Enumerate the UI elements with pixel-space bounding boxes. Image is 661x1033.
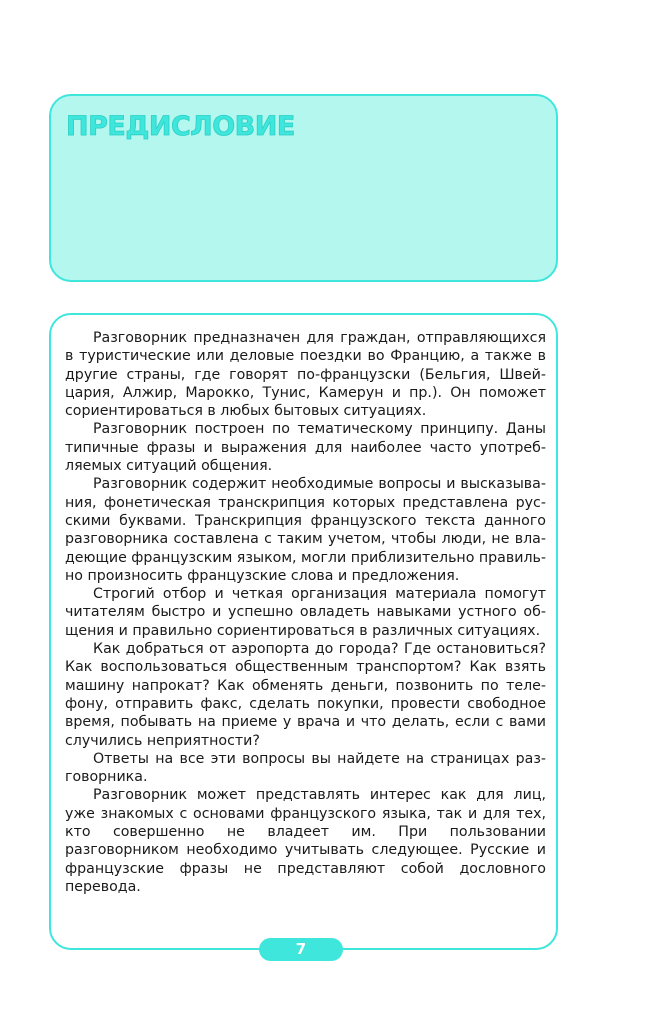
paragraph: Разговорник содержит необходимые вопросы и высказывания, фонетическая транскрипция которых представлена русскими буквами. Транскрипция французского текста данного разговорника составлена с таким учетом, чтобы люди, не владеющие французским языком, могли приблизительно правильно произносить французские слова и предложения. [65, 476, 547, 584]
body-text [65, 329, 546, 896]
page-number: 7 [259, 938, 343, 961]
paragraph: Как добраться от аэропорта до города? Где остановиться? Как воспользоваться общественным транспортом? Как взять машину напрокат? Как обменять деньги, позвонить по телефону, отправить факс, сделать покупки, провести свободное время, побывать на приеме у врача и что делать, если с вами случились неприятности? [65, 641, 546, 749]
paragraph: Разговорник может представлять интерес как для лиц, уже знакомых с основами французского языка, так и для тех, кто совершенно не владеет им. При пользовании разговорником необходимо учитывать следующее. Русские и французские фразы не представляют собой дословного перевода. [65, 787, 546, 895]
title-panel [49, 94, 558, 282]
paragraph: Ответы на все эти вопросы вы найдете на страницах разговорника. [65, 750, 546, 786]
paragraph: Разговорник предназначен для граждан, отправляющихся в туристические или деловые поездки во Францию, а также в другие страны, где говорят по-французски (Бельгия, Швейцария, Алжир, Марокко, Тунис, Камерун и пр.). Он поможет сориентироваться в любых бытовых ситуациях. [65, 330, 546, 420]
page-title: ПРЕДИСЛОВИЕ [66, 111, 295, 142]
paragraph: Разговорник построен по тематическому принципу. Даны типичные фразы и выражения для наиболее часто употребляемых ситуаций общения. [65, 421, 546, 475]
paragraph: Строгий отбор и четкая организация материала помогут читателям быстро и успешно овладеть навыками устного общения и правильно сориентироваться в различных ситуациях. [65, 586, 546, 639]
text-panel [49, 313, 558, 950]
